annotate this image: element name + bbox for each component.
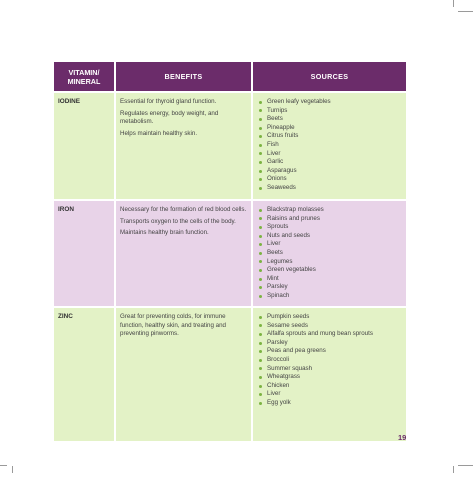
source-item: Legumes	[259, 258, 403, 267]
source-item: Nuts and seeds	[259, 232, 403, 241]
source-item: Green vegetables	[259, 266, 403, 275]
sources-cell	[253, 93, 406, 199]
source-item: Chicken	[259, 382, 403, 391]
source-item: Wheatgrass	[259, 373, 403, 382]
crop-mark	[453, 466, 454, 473]
bullet-icon	[259, 226, 262, 229]
table-header	[54, 62, 406, 91]
source-item: Broccoli	[259, 356, 403, 365]
table-row-iron	[54, 201, 406, 306]
source-item: Mint	[259, 275, 403, 284]
bullet-icon	[259, 152, 262, 155]
mineral-cell	[54, 93, 114, 199]
table-row-zinc	[54, 308, 406, 441]
mineral-cell	[54, 308, 114, 441]
benefit-text: Necessary for the formation of red blood cells.	[120, 206, 247, 213]
bullet-icon	[259, 333, 262, 336]
bullet-icon	[259, 161, 262, 164]
source-item: Liver	[259, 390, 403, 399]
bullet-icon	[259, 286, 262, 289]
source-item: Spinach	[259, 292, 403, 301]
bullet-icon	[259, 402, 262, 405]
header-vitamin-mineral: VITAMIN/ MINERAL	[54, 62, 114, 91]
nutrient-table	[54, 62, 406, 441]
source-item: Pineapple	[259, 124, 403, 133]
bullet-icon	[259, 385, 262, 388]
benefit-text: Essential for thyroid gland function.	[120, 98, 217, 105]
source-item: Blackstrap molasses	[259, 206, 403, 215]
header-benefits: BENEFITS	[116, 62, 251, 91]
bullet-icon	[259, 269, 262, 272]
bullet-icon	[259, 209, 262, 212]
mineral-name: IODINE	[58, 98, 81, 105]
source-item: Alfalfa sprouts and mung bean sprouts	[259, 330, 403, 339]
crop-mark	[453, 0, 454, 7]
bullet-icon	[259, 393, 262, 396]
bullet-icon	[259, 109, 262, 112]
source-item: Raisins and prunes	[259, 215, 403, 224]
source-item: Liver	[259, 240, 403, 249]
sources-list	[257, 313, 403, 408]
bullet-icon	[259, 135, 262, 138]
benefit-text: Transports oxygen to the cells of the body.	[120, 217, 236, 225]
bullet-icon	[259, 295, 262, 298]
bullet-icon	[259, 235, 262, 238]
source-item: Beets	[259, 115, 403, 124]
benefits-cell	[116, 308, 251, 441]
bullet-icon	[259, 243, 262, 246]
bullet-icon	[259, 170, 262, 173]
bullet-icon	[259, 324, 262, 327]
source-item: Sesame seeds	[259, 322, 403, 331]
bullet-icon	[259, 217, 262, 220]
source-item: Onions	[259, 175, 403, 184]
bullet-icon	[259, 350, 262, 353]
source-item: Summer squash	[259, 365, 403, 374]
source-item: Beets	[259, 249, 403, 258]
crop-mark	[0, 465, 7, 466]
source-item: Turnips	[259, 107, 403, 116]
bullet-icon	[259, 260, 262, 263]
bullet-icon	[259, 252, 262, 255]
crop-mark	[458, 11, 473, 12]
page-number: 19	[398, 433, 407, 442]
bullet-icon	[259, 316, 262, 319]
bullet-icon	[259, 178, 262, 181]
source-item: Asparagus	[259, 167, 403, 176]
benefit-text: Maintains healthy brain function.	[120, 229, 209, 237]
bullet-icon	[259, 342, 262, 345]
benefit-text: Great for preventing colds, for immune function, healthy skin, and treating and preventing pinworms.	[120, 313, 226, 338]
source-item: Fish	[259, 141, 403, 150]
table-row-iodine	[54, 93, 406, 199]
source-item: Citrus fruits	[259, 132, 403, 141]
source-item: Pumpkin seeds	[259, 313, 403, 322]
source-item: Sprouts	[259, 223, 403, 232]
mineral-name: IRON	[58, 206, 74, 213]
sources-list	[257, 98, 403, 193]
bullet-icon	[259, 144, 262, 147]
source-item: Egg yolk	[259, 399, 403, 408]
bullet-icon	[259, 278, 262, 281]
benefits-cell	[116, 93, 251, 199]
header-sources: SOURCES	[253, 62, 406, 91]
source-item: Seaweeds	[259, 184, 403, 193]
sources-list	[257, 206, 403, 301]
bullet-icon	[259, 101, 262, 104]
source-item: Liver	[259, 150, 403, 159]
benefit-text: Helps maintain healthy skin.	[120, 129, 198, 137]
mineral-name: ZINC	[58, 313, 73, 320]
mineral-cell	[54, 201, 114, 306]
sources-cell	[253, 308, 406, 441]
source-item: Garlic	[259, 158, 403, 167]
source-item: Parsley	[259, 339, 403, 348]
source-item: Green leafy vegetables	[259, 98, 403, 107]
crop-mark	[458, 465, 473, 466]
crop-mark	[12, 466, 13, 473]
source-item: Peas and pea greens	[259, 347, 403, 356]
source-item: Parsley	[259, 283, 403, 292]
benefit-text: Regulates energy, body weight, and metabolism.	[120, 109, 219, 126]
bullet-icon	[259, 118, 262, 121]
bullet-icon	[259, 187, 262, 190]
bullet-icon	[259, 127, 262, 130]
bullet-icon	[259, 367, 262, 370]
bullet-icon	[259, 359, 262, 362]
benefits-cell	[116, 201, 251, 306]
bullet-icon	[259, 376, 262, 379]
sources-cell	[253, 201, 406, 306]
